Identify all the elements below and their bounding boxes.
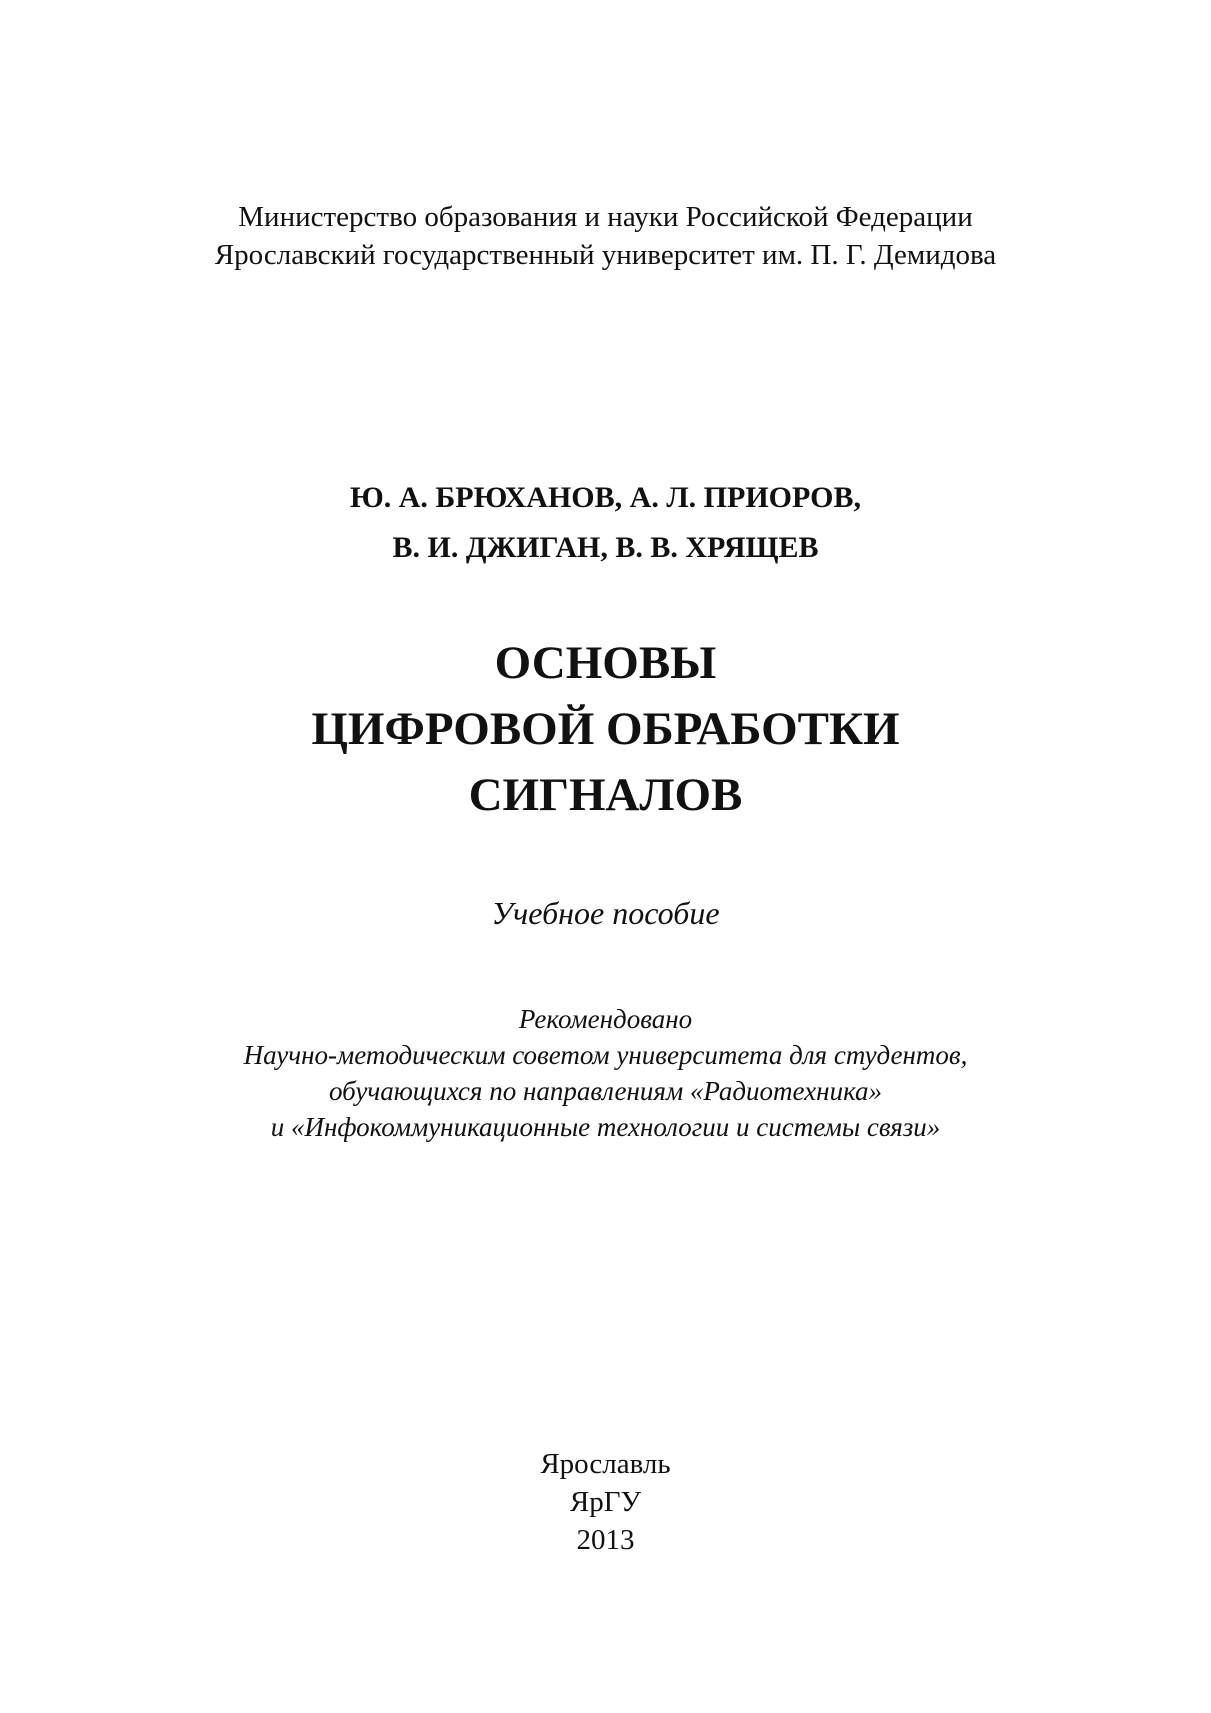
imprint-publisher: ЯрГУ: [569, 1486, 642, 1518]
book-subtitle: [0, 893, 1211, 933]
title-line-2: ЦИФРОВОЙ ОБРАБОТКИ: [311, 703, 900, 755]
authors-line-1: Ю. А. БРЮХАНОВ, А. Л. ПРИОРОВ,: [349, 481, 861, 514]
title-line-1: ОСНОВЫ: [494, 637, 717, 689]
authors-line-2: В. И. ДЖИГАН, В. В. ХРЯЩЕВ: [392, 531, 819, 564]
imprint-city: Ярославль: [540, 1448, 671, 1480]
recommendation-line-3: обучающихся по направлениям «Радиотехника»: [328, 1076, 883, 1106]
university-line: Ярославский государственный университет им. П. Г. Демидова: [214, 239, 997, 271]
recommendation-line-4: и «Инфокоммуникационные технологии и системы связи»: [270, 1112, 941, 1142]
subtitle-text: Учебное пособие: [491, 895, 720, 931]
title-line-3: СИГНАЛОВ: [468, 769, 743, 821]
ministry-line: Министерство образования и науки Российской Федерации: [238, 201, 973, 233]
recommendation: [0, 1001, 1211, 1145]
imprint-year: 2013: [576, 1524, 635, 1556]
book-title: [0, 630, 1211, 828]
imprint: [0, 1445, 1211, 1559]
authors: [0, 473, 1211, 573]
recommendation-line-1: Рекомендовано: [518, 1004, 693, 1034]
institution-header: [0, 198, 1211, 274]
recommendation-line-2: Научно-методическим советом университета для студентов,: [243, 1040, 968, 1070]
